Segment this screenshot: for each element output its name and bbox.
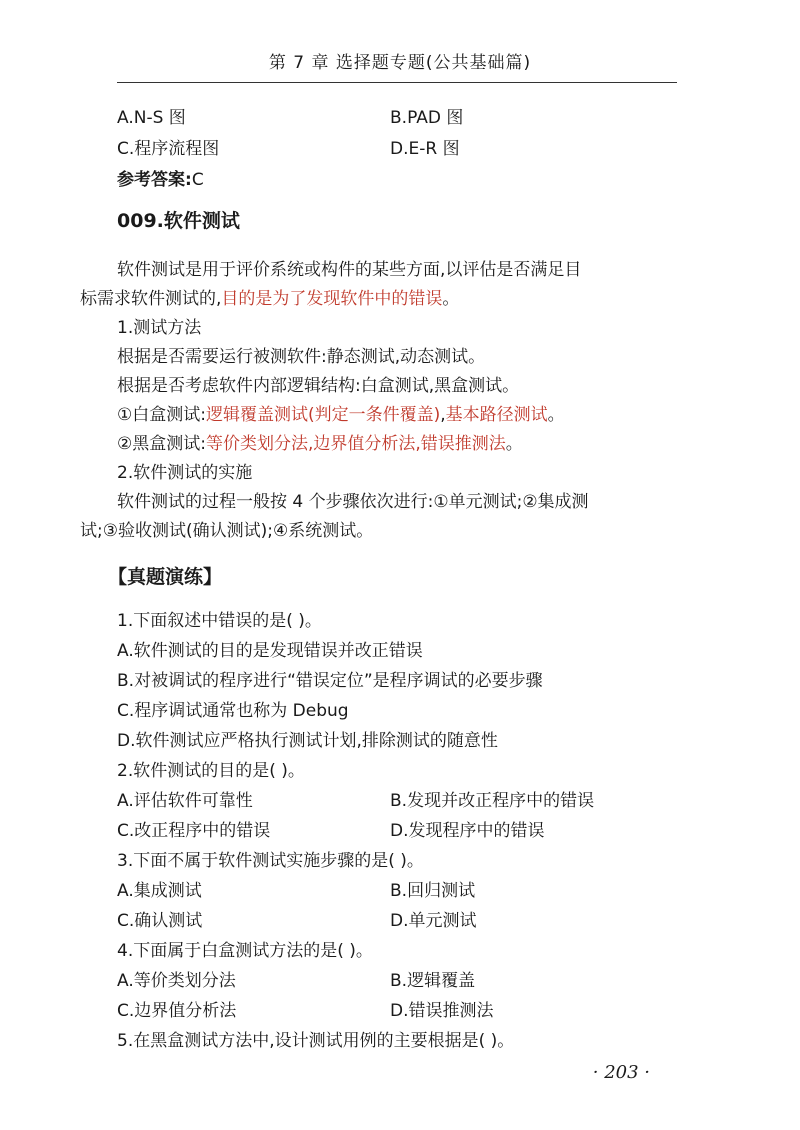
prev-option-a: A.N-S 图 [117,108,186,128]
q1-option-d: D.软件测试应严格执行测试计划,排除测试的随意性 [117,731,498,751]
subsection-1-title: 1.测试方法 [117,318,202,338]
q4-option-c: C.边界值分析法 [117,1001,237,1021]
q1-option-b: B.对被调试的程序进行“错误定位”是程序调试的必要步骤 [117,671,543,691]
black-box-line [117,432,523,456]
prev-option-d: D.E-R 图 [390,139,460,159]
q1-option-c: C.程序调试通常也称为 Debug [117,701,349,721]
running-header: 第 7 章 选择题专题(公共基础篇) [268,53,532,73]
prev-answer [117,168,204,192]
subsection-2-title: 2.软件测试的实施 [117,463,253,483]
q1-option-a: A.软件测试的目的是发现错误并改正错误 [117,641,423,661]
intro-line-1: 软件测试是用于评价系统或构件的某些方面,以评估是否满足目 [117,260,582,280]
black-box-label: ②黑盒测试: [117,434,206,454]
q3-option-a: A.集成测试 [117,881,202,901]
black-box-end: 。 [505,434,523,454]
intro-highlight: 目的是为了发现软件中的错误 [221,289,443,309]
prev-option-b: B.PAD 图 [390,108,464,128]
q2-option-d: D.发现程序中的错误 [390,821,545,841]
test-method-line-2: 根据是否考虑软件内部逻辑结构:白盒测试,黑盒测试。 [117,376,520,396]
q3-stem: 3.下面不属于软件测试实施步骤的是( )。 [117,851,424,871]
white-box-separator: , [440,405,446,425]
white-box-method-2: 基本路径测试 [445,405,548,425]
section-title: 009.软件测试 [117,210,240,232]
practice-title: 【真题演练】 [108,566,223,588]
q3-option-b: B.回归测试 [390,881,476,901]
white-box-method-1: 逻辑覆盖测试(判定一条件覆盖) [205,405,441,425]
white-box-line [117,403,565,427]
q2-option-a: A.评估软件可靠性 [117,791,253,811]
q2-stem: 2.软件测试的目的是( )。 [117,761,305,781]
q3-option-d: D.单元测试 [390,911,477,931]
q2-option-b: B.发现并改正程序中的错误 [390,791,595,811]
q1-stem: 1.下面叙述中错误的是( )。 [117,611,322,631]
q5-stem: 5.在黑盒测试方法中,设计测试用例的主要根据是( )。 [117,1031,515,1051]
answer-value: C [191,170,204,190]
intro-prefix: 标需求软件测试的, [80,289,222,309]
intro-suffix: 。 [442,289,460,309]
page-number: · 203 · [592,1062,650,1083]
answer-label: 参考答案: [117,170,192,190]
white-box-label: ①白盒测试: [117,405,206,425]
test-method-line-1: 根据是否需要运行被测软件:静态测试,动态测试。 [117,347,486,367]
q2-option-c: C.改正程序中的错误 [117,821,271,841]
q4-option-b: B.逻辑覆盖 [390,971,476,991]
q4-stem: 4.下面属于白盒测试方法的是( )。 [117,941,373,961]
implementation-line-1: 软件测试的过程一般按 4 个步骤依次进行:①单元测试;②集成测 [117,492,589,512]
q4-option-d: D.错误推测法 [390,1001,494,1021]
prev-option-c: C.程序流程图 [117,139,220,159]
q4-option-a: A.等价类划分法 [117,971,236,991]
intro-line-2 [80,287,459,311]
black-box-methods: 等价类划分法,边界值分析法,错误推测法 [205,434,506,454]
white-box-end: 。 [547,405,565,425]
header-rule [117,82,677,83]
implementation-line-2: 试;③验收测试(确认测试);④系统测试。 [80,521,374,541]
q3-option-c: C.确认测试 [117,911,203,931]
